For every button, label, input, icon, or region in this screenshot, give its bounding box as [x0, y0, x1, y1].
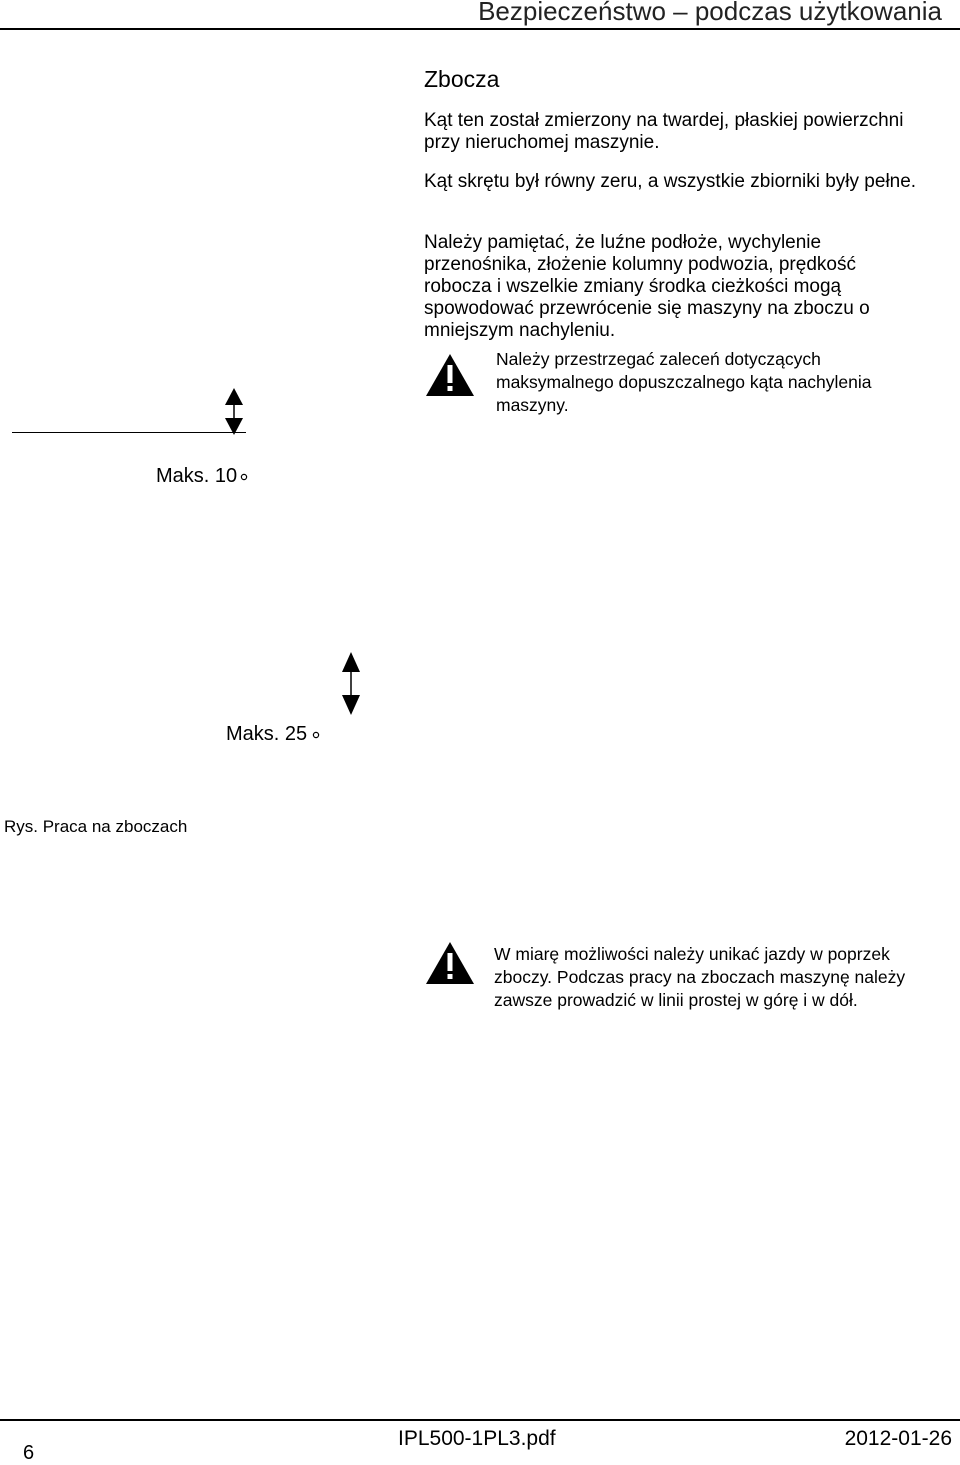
section-title: Zbocza	[424, 66, 500, 92]
footer-date: 2012-01-26	[844, 1427, 952, 1450]
warning-max-slope: Należy przestrzegać zaleceń dotyczących maksymalnego dopuszczalnego kąta nachylenia maszyny.	[496, 349, 872, 415]
warning-triangle-icon	[424, 352, 476, 403]
label-max-10: Maks. 10	[156, 465, 238, 487]
degree-symbol-icon	[240, 468, 248, 486]
footer-divider	[0, 1419, 960, 1421]
figure-caption: Rys. Praca na zboczach	[4, 817, 188, 836]
double-arrow-icon	[223, 388, 245, 441]
footer-filename: IPL500-1PL3.pdf	[398, 1427, 556, 1450]
page-header-title: Bezpieczeństwo – podczas użytkowania	[478, 0, 942, 26]
degree-symbol-icon	[312, 726, 320, 744]
warning-slope-driving: W miarę możliwości należy unikać jazdy w poprzek zboczy. Podczas pracy na zboczach maszynę należy zawsze prowadzić w linii prostej w górę i w dół.	[494, 944, 906, 1010]
paragraph-steering: Kąt skrętu był równy zeru, a wszystkie zbiorniki były pełne.	[424, 171, 917, 192]
paragraph-measurement: Kąt ten został zmierzony na twardej, płaskiej powierzchni przy nieruchomej maszynie.	[424, 110, 904, 153]
header-divider	[0, 28, 960, 30]
double-arrow-icon	[340, 652, 362, 721]
warning-triangle-icon	[424, 940, 476, 991]
page-number: 6	[23, 1442, 35, 1464]
label-max-25: Maks. 25	[226, 723, 308, 745]
paragraph-stability: Należy pamiętać, że luźne podłoże, wychylenie przenośnika, złożenie kolumny podwozia, prędkość robocza i wszelkie zmiany środka cieżkości mogą spowodować przewrócenie się maszyny na zboczu o mniejszym nachyleniu.	[424, 232, 870, 341]
ground-line	[12, 432, 246, 433]
